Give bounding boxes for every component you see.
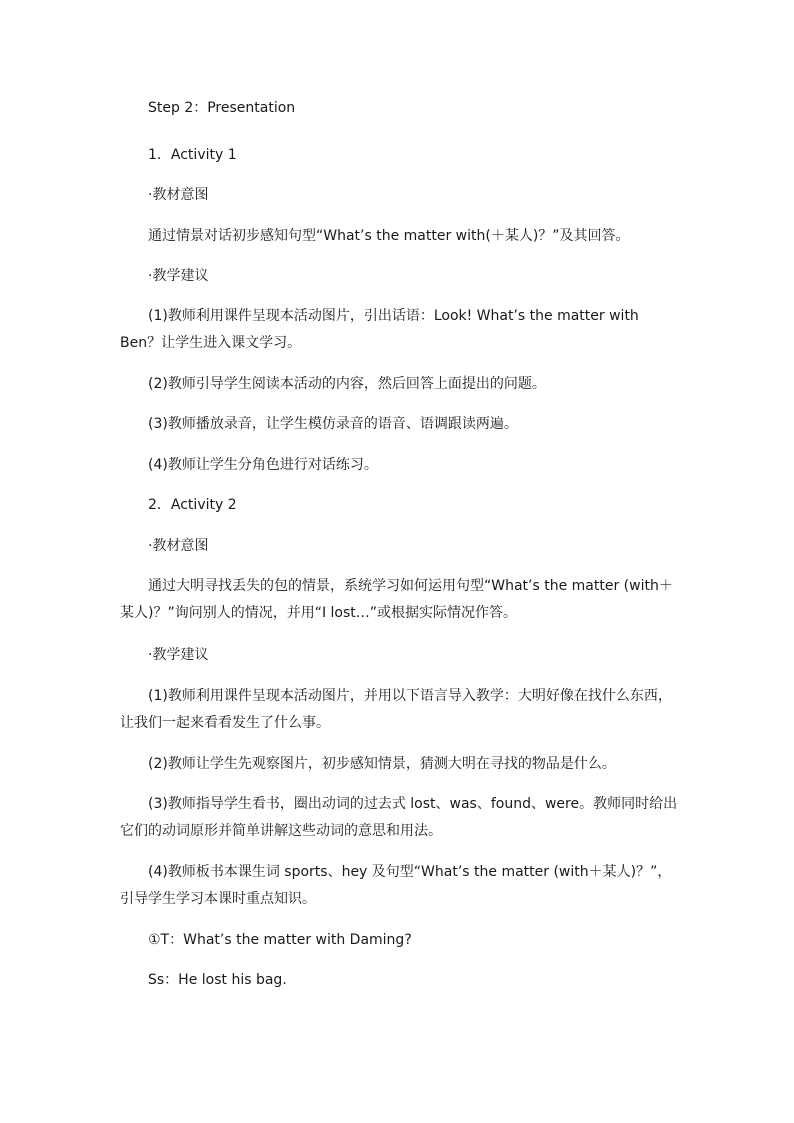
activity-1-item-3: (3)教师播放录音，让学生模仿录音的语音、语调跟读两遍。 <box>148 416 518 432</box>
activity-1-heading: 1．Activity 1 <box>148 147 237 163</box>
activity-2-item-1: (1)教师利用课件呈现本活动图片，并用以下语言导入教学：大明好像在找什么东西，让我们一起来看看发生了什么事。 <box>120 688 672 731</box>
activity-2-suggestion-label: ·教学建议 <box>148 647 209 663</box>
activity-1-item-2: (2)教师引导学生阅读本活动的内容，然后回答上面提出的问题。 <box>148 376 546 392</box>
activity-2-item-3: (3)教师指导学生看书，圈出动词的过去式 lost、was、found、were。教师同时给出它们的动词原形并简单讲解这些动词的意思和用法。 <box>120 796 678 839</box>
activity-1-item-4: (4)教师让学生分角色进行对话练习。 <box>148 457 378 473</box>
activity-1-intent-text: 通过情景对话初步感知句型“What’s the matter with(＋某人)？”及其回答。 <box>148 228 630 244</box>
step-heading: Step 2：Presentation <box>148 100 296 116</box>
activity-1-intent-label: ·教材意图 <box>148 187 209 203</box>
activity-2-intent-text: 通过大明寻找丢失的包的情景，系统学习如何运用句型“What’s the matter (with＋某人)？”询问别人的情况，并用“I lost…”或根据实际情况作答。 <box>120 578 673 621</box>
activity-2-heading: 2．Activity 2 <box>148 497 237 513</box>
activity-2-intent-label: ·教材意图 <box>148 538 209 554</box>
activity-2-item-2: (2)教师让学生先观察图片，初步感知情景，猜测大明在寻找的物品是什么。 <box>148 756 616 772</box>
activity-1-suggestion-label: ·教学建议 <box>148 268 209 284</box>
activity-2-item-4: (4)教师板书本课生词 sports、hey 及句型“What’s the matter (with＋某人)？”，引导学生学习本课时重点知识。 <box>120 864 672 907</box>
dialogue-line-2: Ss：He lost his bag. <box>148 972 287 988</box>
activity-1-item-1: (1)教师利用课件呈现本活动图片，引出话语：Look! What’s the matter with Ben？让学生进入课文学习。 <box>120 308 639 351</box>
dialogue-line-1: ①T：What’s the matter with Daming? <box>148 932 412 948</box>
